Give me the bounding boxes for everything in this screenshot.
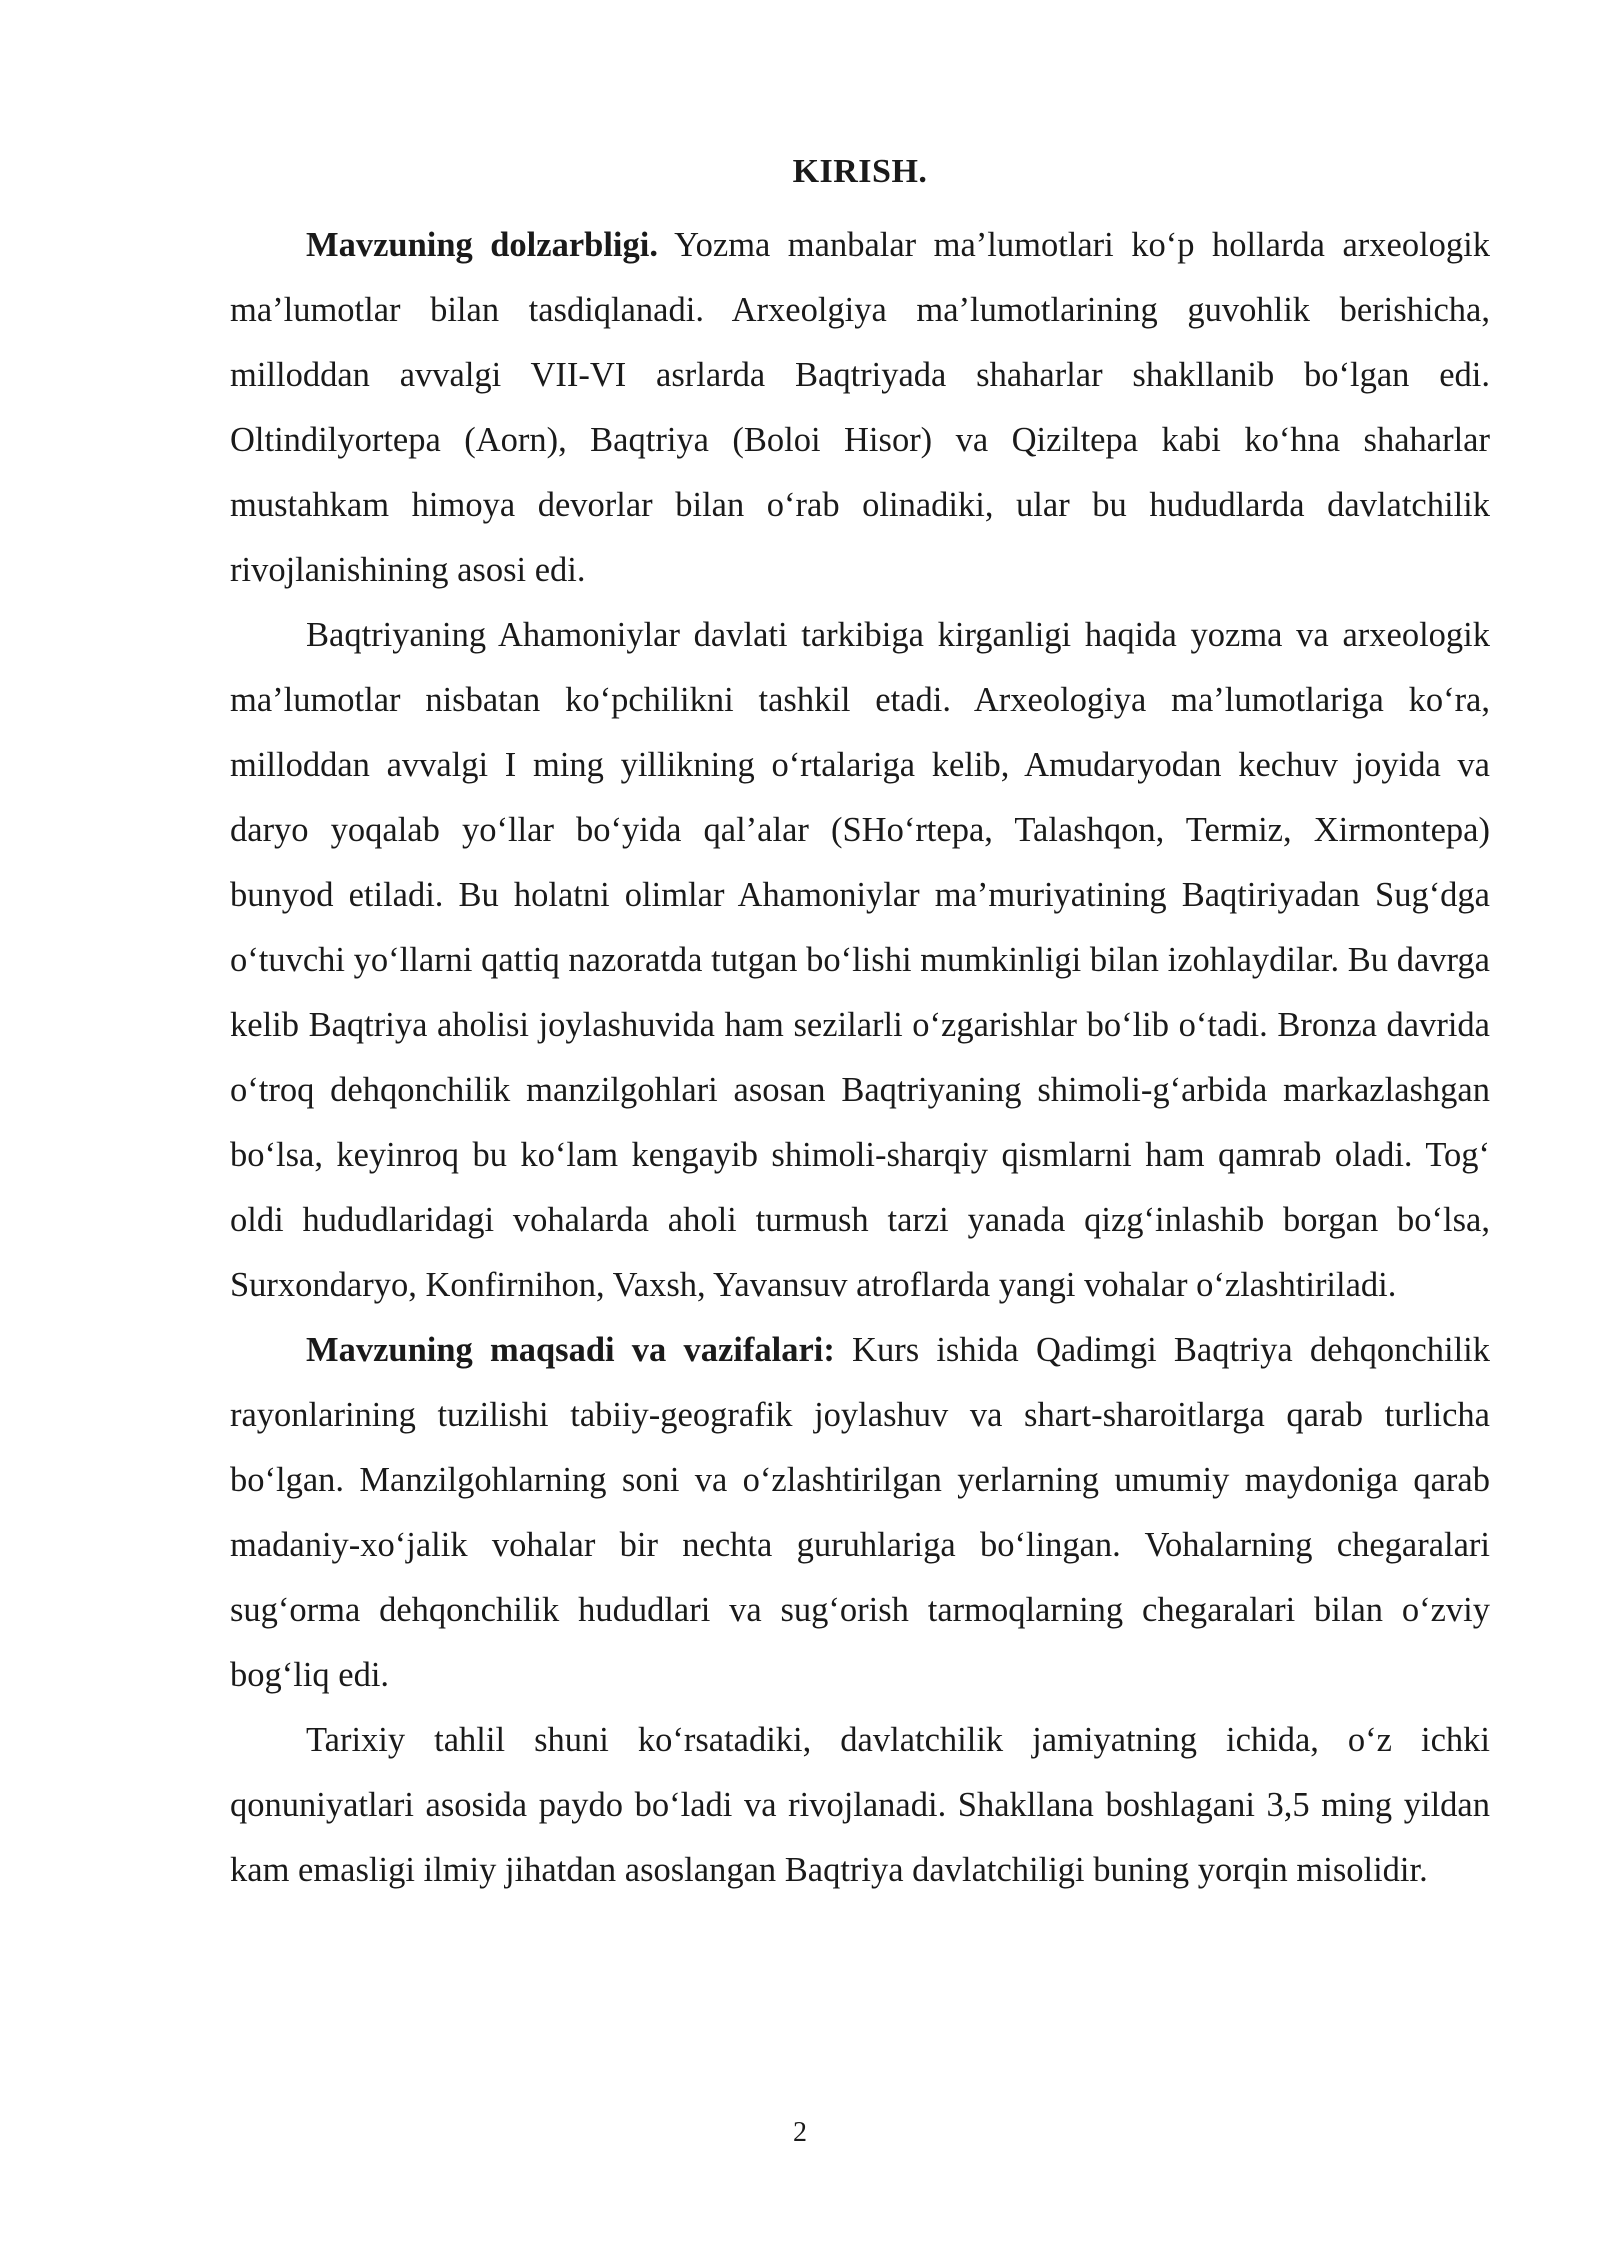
paragraph-text: Tarixiy tahlil shuni ko‘rsatadiki, davlatchilik jamiyatning ichida, o‘z ichki qonuniyatlari asosida paydo bo‘ladi va rivojlanadi. Shakllana boshlagani 3,5 ming yildan kam emasligi ilmiy jihatdan asoslangan Baqtriya davlatchiligi buning yorqin misolidir. (230, 1721, 1490, 1889)
document-body (230, 150, 1490, 1903)
page-number: 2 (793, 2117, 807, 2148)
paragraph-goals (230, 1318, 1490, 1708)
paragraph-text: Yozma manbalar ma’lumotlari ko‘p hollarda arxeologik ma’lumotlar bilan tasdiqlanadi. Arxeolgiya ma’lumotlarining guvohlik berishicha, milloddan avvalgi VII-VI asrlarda Baqtriyada shaharlar shakllanib bo‘lgan edi. Oltindilyortepa (Aorn), Baqtriya (Boloi Hisor) va Qiziltepa kabi ko‘hna shaharlar mustahkam himoya devorlar bilan o‘rab olinadiki, ular bu hududlarda davlatchilik rivojlanishining asosi edi. (230, 226, 1490, 589)
paragraph-lead: Mavzuning dolzarbligi. (306, 226, 658, 264)
paragraph-text: Baqtriyaning Ahamoniylar davlati tarkibiga kirganligi haqida yozma va arxeologik ma’lumotlar nisbatan ko‘pchilikni tashkil etadi. Arxeologiya ma’lumotlariga ko‘ra, milloddan avvalgi I ming yillikning o‘rtalariga kelib, Amudaryodan kechuv joyida va daryo yoqalab yo‘llar bo‘yida qal’alar (SHo‘rtepa, Talashqon, Termiz, Xirmontepa) bunyod etiladi. Bu holatni olimlar Ahamoniylar ma’muriyatining Baqtiriyadan Sug‘dga o‘tuvchi yo‘llarni qattiq nazoratda tutgan bo‘lishi mumkinligi bilan izohlaydilar. Bu davrga kelib Baqtriya aholisi joylashuvida ham sezilarli o‘zgarishlar bo‘lib o‘tadi. Bronza davrida o‘troq dehqonchilik manzilgohlari asosan Baqtriyaning shimoli-g‘arbida markazlashgan bo‘lsa, keyinroq bu ko‘lam kengayib shimoli-sharqiy qismlarni ham qamrab oladi. Tog‘ oldi hududlaridagi vohalarda aholi turmush tarzi yanada qizg‘inlashib borgan bo‘lsa, Surxondaryo, Konfirnihon, Vaxsh, Yavansuv atroflarda yangi vohalar o‘zlashtiriladi. (230, 616, 1490, 1304)
paragraph-analysis (230, 1708, 1490, 1903)
paragraph-relevance (230, 213, 1490, 603)
paragraph-ahamenids (230, 603, 1490, 1318)
section-heading: KIRISH. (792, 153, 928, 190)
paragraph-lead: Mavzuning maqsadi va vazifalari: (306, 1331, 835, 1369)
paragraph-text: Kurs ishida Qadimgi Baqtriya dehqonchilik rayonlarining tuzilishi tabiiy-geografik joylashuv va shart-sharoitlarga qarab turlicha bo‘lgan. Manzilgohlarning soni va o‘zlashtirilgan yerlarning umumiy maydoniga qarab madaniy-xo‘jalik vohalar bir nechta guruhlariga bo‘lingan. Vohalarning chegaralari sug‘orma dehqonchilik hududlari va sug‘orish tarmoqlarning chegaralari bilan o‘zviy bog‘liq edi. (230, 1331, 1490, 1694)
